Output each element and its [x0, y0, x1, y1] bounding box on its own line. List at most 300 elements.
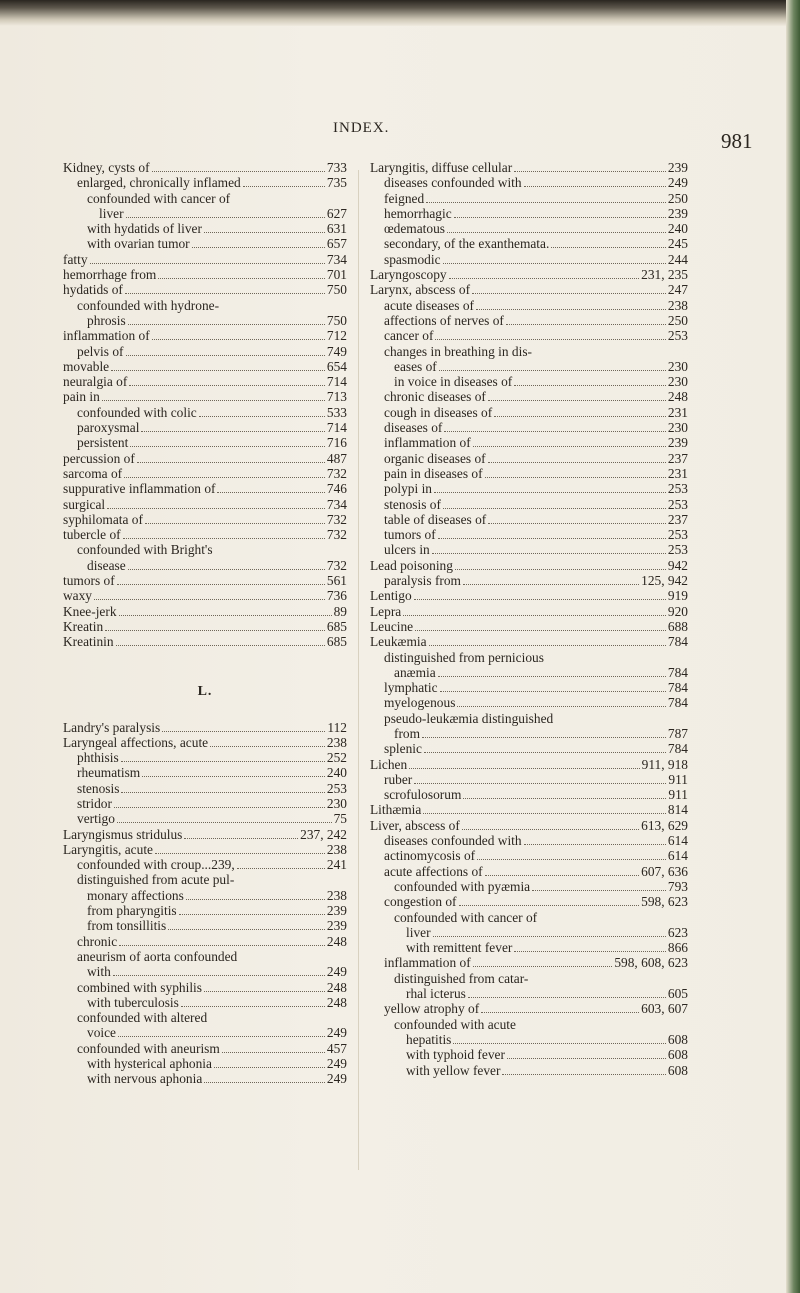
index-entry-page: 608: [667, 1031, 688, 1047]
dot-leader: [184, 838, 298, 839]
index-entry: [63, 765, 347, 780]
index-entry-term: liver: [406, 924, 431, 940]
index-entry-term: paralysis from: [384, 573, 461, 589]
index-entry: [63, 359, 347, 374]
index-entry-page: 734: [326, 251, 347, 267]
index-entry-page: 241: [326, 857, 347, 873]
index-entry-term: paroxysmal: [77, 420, 140, 436]
index-entry-term: Leukæmia: [370, 634, 427, 650]
index-entry-term: with typhoid fever: [406, 1047, 505, 1063]
index-entry-page: 240: [326, 765, 347, 781]
index-entry-term: changes in breathing in dis-: [384, 343, 533, 359]
dot-leader: [113, 975, 325, 976]
index-entry-term: Liver, abscess of: [370, 817, 460, 833]
index-entry: [370, 359, 688, 374]
index-entry-page: 732: [326, 511, 347, 527]
index-entry-page: 253: [667, 527, 688, 543]
index-entry-page: 249: [326, 964, 347, 980]
index-entry-term: spasmodic: [384, 251, 441, 267]
dot-leader: [514, 171, 666, 172]
index-entry-term: with tuberculosis: [87, 994, 179, 1010]
index-entry-term: with remittent fever: [406, 940, 513, 956]
index-entry-page: 125, 942: [641, 573, 688, 589]
page-number: 981: [721, 129, 753, 153]
index-entry-term: tubercle of: [63, 527, 121, 543]
index-entry-term: rhal icterus: [406, 986, 466, 1002]
dot-leader: [443, 263, 666, 264]
index-entry-page: 75: [333, 811, 347, 827]
index-entry-page: 607, 636: [641, 863, 688, 879]
index-entry: [370, 802, 688, 817]
index-entry: [63, 451, 347, 466]
column-divider: [358, 170, 359, 1170]
index-entry-page: 238: [326, 734, 347, 750]
right-column: [370, 160, 688, 1078]
dot-leader: [116, 645, 325, 646]
index-entry: [63, 888, 347, 903]
index-entry-page: 784: [667, 664, 688, 680]
index-entry-term: pain in diseases of: [384, 465, 483, 481]
dot-leader: [204, 232, 325, 233]
index-entry: [370, 435, 688, 450]
index-entry-term: hemorrhagic: [384, 205, 452, 221]
index-entry: [63, 405, 347, 420]
page-header: [0, 120, 790, 153]
index-entry-page: 239: [326, 903, 347, 919]
dot-leader: [243, 186, 325, 187]
index-entry-term: confounded with cancer of: [87, 190, 231, 206]
index-entry-term: Knee-jerk: [63, 603, 117, 619]
dot-leader: [424, 752, 666, 753]
index-entry: [63, 542, 347, 557]
dot-leader: [123, 538, 325, 539]
index-entry-term: anæmia: [394, 664, 436, 680]
index-entry-page: 457: [326, 1040, 347, 1056]
dot-leader: [462, 829, 639, 830]
index-entry: [63, 420, 347, 435]
index-entry-term: monary affections: [87, 887, 184, 903]
index-entry: [63, 344, 347, 359]
index-entry-page: 248: [326, 979, 347, 995]
index-entry-page: 701: [326, 267, 347, 283]
index-entry-page: 623: [667, 924, 688, 940]
index-entry: [370, 313, 688, 328]
index-entry: [370, 894, 688, 909]
index-entry: [370, 1063, 688, 1078]
index-entry-page: 749: [326, 343, 347, 359]
index-entry-page: 654: [326, 358, 347, 374]
index-entry: [370, 940, 688, 955]
index-entry: [370, 910, 688, 925]
index-entry-term: Lithæmia: [370, 802, 422, 818]
index-entry-term: tumors of: [63, 573, 115, 589]
index-entry: [370, 955, 688, 970]
index-entry: [63, 160, 347, 175]
dot-leader: [444, 431, 666, 432]
index-entry: [370, 497, 688, 512]
dot-leader: [502, 1074, 665, 1075]
index-entry: [370, 619, 688, 634]
index-entry: [370, 542, 688, 557]
index-entry-page: 89: [333, 603, 347, 619]
index-entry-page: 231, 235: [641, 267, 688, 283]
dot-leader: [414, 599, 666, 600]
index-entry-term: stenosis of: [384, 496, 441, 512]
index-entry-page: 239: [667, 205, 688, 221]
index-entry-term: neuralgia of: [63, 374, 128, 390]
index-entry-page: 249: [326, 1056, 347, 1072]
index-entry: [63, 1071, 347, 1086]
index-entry: [63, 735, 347, 750]
index-entry: [63, 191, 347, 206]
index-entry: [370, 252, 688, 267]
index-entry-page: 732: [326, 527, 347, 543]
index-entry: [370, 191, 688, 206]
index-entry-term: scrofulosorum: [384, 787, 462, 803]
dot-leader: [472, 293, 666, 294]
dot-leader: [192, 247, 325, 248]
index-entry: [370, 405, 688, 420]
dot-leader: [459, 905, 640, 906]
dot-leader: [514, 951, 666, 952]
dot-leader: [440, 691, 666, 692]
index-entry-term: Larynx, abscess of: [370, 282, 471, 298]
index-entry-term: hydatids of: [63, 282, 123, 298]
index-entry: [370, 420, 688, 435]
index-entry-page: 657: [326, 236, 347, 252]
dot-leader: [111, 370, 325, 371]
dot-leader: [463, 798, 666, 799]
k-entries: [63, 160, 347, 650]
dot-leader: [142, 776, 325, 777]
index-entry-term: acute affections of: [384, 863, 483, 879]
index-entry-page: 230: [667, 358, 688, 374]
index-entry-term: combined with syphilis: [77, 979, 202, 995]
index-entry-term: Landry's paralysis: [63, 719, 161, 735]
index-entry-term: syphilomata of: [63, 511, 143, 527]
index-entry: [370, 451, 688, 466]
index-entry-page: 487: [326, 450, 347, 466]
dot-leader: [438, 538, 666, 539]
index-entry: [63, 1056, 347, 1071]
index-entry-page: 608: [667, 1047, 688, 1063]
index-entry: [63, 604, 347, 619]
index-entry-term: feigned: [384, 190, 425, 206]
index-entry-page: 784: [667, 695, 688, 711]
index-entry: [370, 282, 688, 297]
index-entry-term: cough in diseases of: [384, 404, 493, 420]
dot-leader: [152, 339, 325, 340]
index-entry-term: confounded with croup...239,: [77, 857, 235, 873]
index-entry-page: 631: [326, 221, 347, 237]
index-entry-page: 533: [326, 404, 347, 420]
dot-leader: [141, 431, 324, 432]
index-entry-page: 230: [667, 420, 688, 436]
index-entry: [370, 481, 688, 496]
index-entry-page: 239: [667, 160, 688, 175]
index-entry: [63, 857, 347, 872]
index-entry-page: 244: [667, 251, 688, 267]
dot-leader: [204, 1082, 325, 1083]
index-entry-page: 239: [326, 918, 347, 934]
dot-leader: [457, 706, 666, 707]
index-entry-page: 249: [326, 1071, 347, 1087]
index-entry: [370, 695, 688, 710]
index-entry: [63, 872, 347, 887]
index-entry-page: 732: [326, 557, 347, 573]
dot-leader: [129, 385, 325, 386]
dot-leader: [514, 385, 666, 386]
index-entry-term: voice: [87, 1025, 116, 1041]
index-entry-page: 712: [326, 328, 347, 344]
index-entry-page: 245: [667, 236, 688, 252]
index-entry: [370, 864, 688, 879]
dot-leader: [476, 309, 666, 310]
dot-leader: [423, 813, 666, 814]
index-entry: [63, 298, 347, 313]
dot-leader: [155, 853, 325, 854]
dot-leader: [204, 991, 325, 992]
index-entry-term: with nervous aphonia: [87, 1071, 203, 1087]
index-entry-page: 735: [326, 175, 347, 191]
index-entry-term: with hydatids of liver: [87, 221, 202, 237]
index-entry: [63, 588, 347, 603]
dot-leader: [168, 929, 325, 930]
dot-leader: [130, 446, 325, 447]
index-entry-term: Kreatinin: [63, 634, 114, 650]
dot-leader: [121, 792, 324, 793]
dot-leader: [199, 416, 325, 417]
index-entry: [370, 1001, 688, 1016]
dot-leader: [449, 278, 640, 279]
index-entry: [370, 787, 688, 802]
index-entry-term: from: [394, 725, 421, 741]
index-entry: [370, 1032, 688, 1047]
index-entry-term: œdematous: [384, 221, 445, 237]
index-entry-term: pelvis of: [77, 343, 124, 359]
index-entry: [63, 934, 347, 949]
dot-leader: [551, 247, 666, 248]
index-entry-term: table of diseases of: [384, 511, 487, 527]
dot-leader: [179, 914, 325, 915]
index-entry-term: Lead poisoning: [370, 557, 453, 573]
index-entry: [63, 313, 347, 328]
index-entry-term: waxy: [63, 588, 93, 604]
index-entry-term: distinguished from catar-: [394, 970, 529, 986]
index-entry-term: vertigo: [77, 811, 115, 827]
dot-leader: [506, 324, 666, 325]
dot-leader: [434, 492, 666, 493]
index-entry-page: 253: [667, 542, 688, 558]
index-entry-term: aneurism of aorta confounded: [77, 948, 238, 964]
index-entry-term: lymphatic: [384, 680, 438, 696]
index-entry: [63, 175, 347, 190]
dot-leader: [426, 202, 666, 203]
index-entry-page: 248: [667, 389, 688, 405]
index-entry-term: congestion of: [384, 894, 457, 910]
dot-leader: [455, 569, 666, 570]
index-entry-term: persistent: [77, 435, 129, 451]
l-entries: [63, 720, 347, 1087]
index-entry: [370, 726, 688, 741]
dot-leader: [105, 630, 325, 631]
index-entry-term: polypi in: [384, 481, 432, 497]
dot-leader: [488, 462, 666, 463]
index-entry: [370, 512, 688, 527]
index-entry-page: 688: [667, 618, 688, 634]
index-entry: [63, 435, 347, 450]
index-entry-term: suppurative inflammation of: [63, 481, 216, 497]
index-entry-term: rheumatism: [77, 765, 141, 781]
index-entry-page: 733: [326, 160, 347, 175]
index-entry-term: confounded with colic: [77, 404, 197, 420]
l-entries-continued: [370, 160, 688, 1078]
dot-leader: [443, 508, 666, 509]
dot-leader: [454, 217, 666, 218]
index-entry: [370, 221, 688, 236]
dot-leader: [119, 945, 325, 946]
index-entry: [63, 206, 347, 221]
dot-leader: [128, 569, 325, 570]
index-entry-term: Kidney, cysts of: [63, 160, 150, 175]
index-entry: [370, 711, 688, 726]
index-entry-term: acute diseases of: [384, 297, 474, 313]
dot-leader: [488, 523, 666, 524]
dot-leader: [507, 1058, 666, 1059]
index-entry-term: Lichen: [370, 756, 408, 772]
dot-leader: [107, 508, 325, 509]
index-entry-term: pseudo-leukæmia distinguished: [384, 710, 554, 726]
index-entry-page: 734: [326, 496, 347, 512]
dot-leader: [422, 737, 666, 738]
index-entry: [370, 1047, 688, 1062]
index-entry-term: confounded with aneurism: [77, 1040, 220, 1056]
dot-leader: [485, 875, 639, 876]
index-entry-page: 942: [667, 557, 688, 573]
index-entry-term: stridor: [77, 795, 112, 811]
index-entry-page: 239: [667, 435, 688, 451]
index-entry: [370, 772, 688, 787]
dot-leader: [463, 584, 639, 585]
index-entry-term: with: [87, 964, 111, 980]
index-entry-term: enlarged, chronically inflamed: [77, 175, 241, 191]
index-entry-term: from pharyngitis: [87, 903, 177, 919]
index-entry-page: 598, 608, 623: [614, 955, 688, 971]
dot-leader: [415, 630, 666, 631]
index-entry: [370, 267, 688, 282]
index-entry-term: inflammation of: [384, 435, 471, 451]
index-entry: [370, 1017, 688, 1032]
index-entry: [63, 282, 347, 297]
dot-leader: [488, 400, 666, 401]
index-entry-term: eases of: [394, 358, 437, 374]
index-entry: [370, 236, 688, 251]
index-entry-page: 250: [667, 312, 688, 328]
dot-leader: [414, 783, 666, 784]
index-entry-term: splenic: [384, 741, 422, 757]
index-entry-term: diseases of: [384, 420, 443, 436]
dot-leader: [237, 868, 325, 869]
dot-leader: [477, 859, 666, 860]
dot-leader: [117, 822, 332, 823]
index-entry: [370, 175, 688, 190]
index-entry: [63, 918, 347, 933]
index-entry-term: hemorrhage from: [63, 267, 157, 283]
index-entry: [63, 1025, 347, 1040]
index-entry: [370, 558, 688, 573]
dot-leader: [409, 768, 639, 769]
index-entry-page: 750: [326, 282, 347, 298]
index-entry-term: ulcers in: [384, 542, 430, 558]
index-entry: [370, 573, 688, 588]
index-entry-term: chronic: [77, 933, 118, 949]
index-entry-page: 714: [326, 374, 347, 390]
index-entry-term: distinguished from acute pul-: [77, 872, 235, 888]
index-entry-term: with hysterical aphonia: [87, 1056, 212, 1072]
index-entry: [63, 980, 347, 995]
index-entry: [370, 741, 688, 756]
index-entry-term: phrosis: [87, 312, 126, 328]
index-entry-term: confounded with cancer of: [394, 909, 538, 925]
index-entry-page: 253: [667, 481, 688, 497]
dot-leader: [137, 462, 325, 463]
index-entry: [370, 680, 688, 695]
index-entry: [370, 298, 688, 313]
index-entry-page: 732: [326, 465, 347, 481]
dot-leader: [429, 645, 666, 646]
dot-leader: [158, 278, 325, 279]
index-entry-page: 249: [667, 175, 688, 191]
dot-leader: [485, 477, 666, 478]
index-entry: [370, 466, 688, 481]
index-entry-page: 911: [668, 771, 688, 787]
index-entry-page: 603, 607: [641, 1001, 688, 1017]
dot-leader: [181, 1006, 325, 1007]
index-entry-page: 784: [667, 741, 688, 757]
index-entry-page: 238: [667, 297, 688, 313]
index-entry-page: 249: [326, 1025, 347, 1041]
index-entry-page: 793: [667, 878, 688, 894]
index-entry-page: 911: [668, 787, 688, 803]
dot-leader: [210, 746, 325, 747]
index-entry: [370, 879, 688, 894]
index-entry-page: 608: [667, 1062, 688, 1078]
dot-leader: [117, 584, 325, 585]
dot-leader: [473, 966, 613, 967]
dot-leader: [432, 553, 666, 554]
page-binding-edge: [786, 0, 800, 1293]
index-entry-term: Lentigo: [370, 588, 412, 604]
dot-leader: [468, 997, 666, 998]
index-entry: [370, 971, 688, 986]
index-entry-page: 237: [667, 450, 688, 466]
dot-leader: [90, 263, 325, 264]
dot-leader: [119, 615, 332, 616]
index-entry-page: 614: [667, 848, 688, 864]
index-entry-term: secondary, of the exanthemata.: [384, 236, 550, 252]
dot-leader: [128, 324, 325, 325]
index-entry-page: 746: [326, 481, 347, 497]
index-entry: [63, 252, 347, 267]
index-entry-term: distinguished from pernicious: [384, 649, 544, 665]
dot-leader: [403, 615, 666, 616]
index-entry-term: Laryngitis, diffuse cellular: [370, 160, 513, 175]
index-entry: [63, 964, 347, 979]
index-entry-page: 716: [326, 435, 347, 451]
index-entry: [370, 160, 688, 175]
index-entry-page: 230: [667, 374, 688, 390]
index-entry-page: 248: [326, 933, 347, 949]
